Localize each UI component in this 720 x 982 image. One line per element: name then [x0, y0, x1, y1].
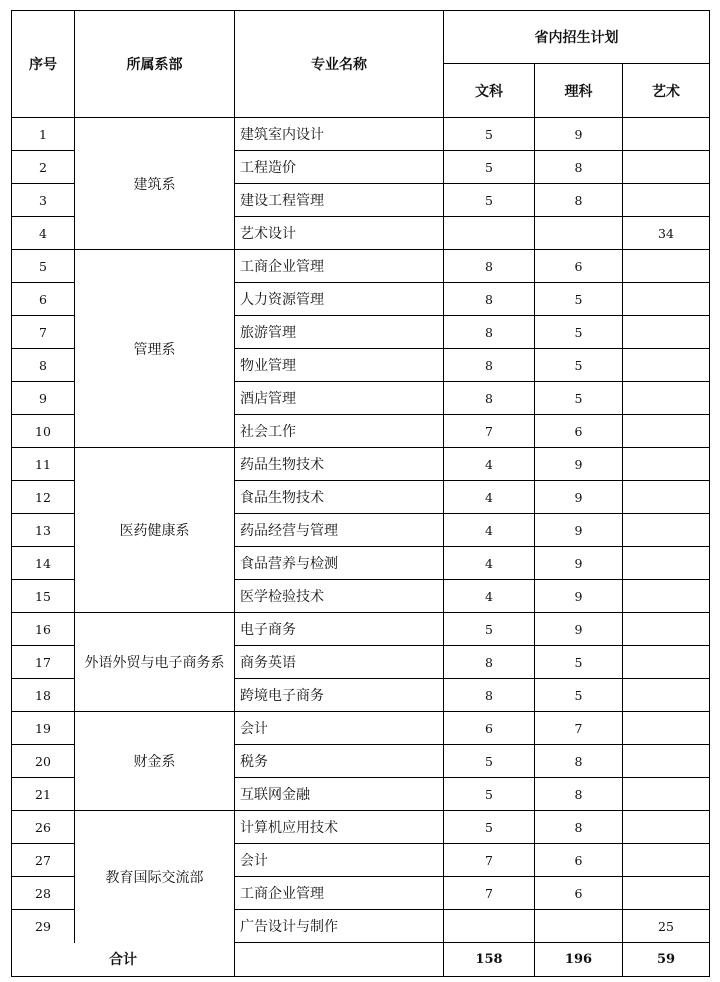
- cell-yishu: [623, 448, 710, 481]
- cell-wenke: 8: [444, 316, 535, 349]
- cell-like: 5: [535, 349, 623, 382]
- cell-major: 社会工作: [235, 415, 444, 448]
- cell-seq: 19: [12, 712, 75, 745]
- cell-yishu: [623, 844, 710, 877]
- table-row: [12, 118, 710, 151]
- cell-major: 税务: [235, 745, 444, 778]
- cell-major: 药品经营与管理: [235, 514, 444, 547]
- table-row: [12, 811, 710, 844]
- cell-like: 5: [535, 679, 623, 712]
- cell-wenke: 4: [444, 481, 535, 514]
- enrollment-plan-table: [11, 10, 710, 977]
- cell-like: 9: [535, 613, 623, 646]
- cell-wenke: 5: [444, 745, 535, 778]
- cell-yishu: [623, 481, 710, 514]
- cell-wenke: 6: [444, 712, 535, 745]
- cell-major: 物业管理: [235, 349, 444, 382]
- cell-major: 工程造价: [235, 151, 444, 184]
- cell-yishu: [623, 316, 710, 349]
- cell-major: 食品生物技术: [235, 481, 444, 514]
- cell-dept: 外语外贸与电子商务系: [75, 613, 235, 712]
- cell-major: 会计: [235, 844, 444, 877]
- cell-yishu: [623, 778, 710, 811]
- cell-wenke: 8: [444, 382, 535, 415]
- cell-wenke: 5: [444, 613, 535, 646]
- cell-like: 9: [535, 580, 623, 613]
- total-row: [12, 943, 710, 977]
- cell-like: 9: [535, 547, 623, 580]
- cell-major: 电子商务: [235, 613, 444, 646]
- cell-major: 建筑室内设计: [235, 118, 444, 151]
- cell-wenke: 5: [444, 151, 535, 184]
- cell-seq: 27: [12, 844, 75, 877]
- cell-wenke: 8: [444, 679, 535, 712]
- cell-major: 工商企业管理: [235, 877, 444, 910]
- total-wenke: 158: [444, 943, 535, 977]
- table-row: [12, 250, 710, 283]
- cell-seq: 12: [12, 481, 75, 514]
- cell-like: 8: [535, 184, 623, 217]
- cell-yishu: [623, 250, 710, 283]
- header-major: 专业名称: [235, 11, 444, 118]
- cell-seq: 16: [12, 613, 75, 646]
- cell-like: 6: [535, 415, 623, 448]
- cell-major: 人力资源管理: [235, 283, 444, 316]
- cell-seq: 29: [12, 910, 75, 943]
- cell-seq: 11: [12, 448, 75, 481]
- cell-wenke: 7: [444, 877, 535, 910]
- cell-yishu: [623, 118, 710, 151]
- cell-like: [535, 910, 623, 943]
- cell-dept: 管理系: [75, 250, 235, 448]
- cell-major: 跨境电子商务: [235, 679, 444, 712]
- table-row: [12, 712, 710, 745]
- cell-yishu: 34: [623, 217, 710, 250]
- cell-seq: 20: [12, 745, 75, 778]
- cell-yishu: 25: [623, 910, 710, 943]
- cell-yishu: [623, 712, 710, 745]
- total-label: 合计: [12, 943, 235, 977]
- cell-like: 6: [535, 844, 623, 877]
- cell-wenke: 4: [444, 547, 535, 580]
- cell-dept: 医药健康系: [75, 448, 235, 613]
- cell-like: 9: [535, 448, 623, 481]
- table-row: [12, 613, 710, 646]
- cell-seq: 4: [12, 217, 75, 250]
- cell-like: 5: [535, 382, 623, 415]
- cell-yishu: [623, 349, 710, 382]
- cell-wenke: 8: [444, 283, 535, 316]
- cell-like: 8: [535, 811, 623, 844]
- cell-seq: 8: [12, 349, 75, 382]
- cell-major: 会计: [235, 712, 444, 745]
- cell-wenke: [444, 910, 535, 943]
- cell-seq: 1: [12, 118, 75, 151]
- cell-seq: 15: [12, 580, 75, 613]
- cell-like: 9: [535, 118, 623, 151]
- cell-seq: 5: [12, 250, 75, 283]
- cell-wenke: 7: [444, 415, 535, 448]
- cell-major: 药品生物技术: [235, 448, 444, 481]
- cell-seq: 13: [12, 514, 75, 547]
- cell-seq: 18: [12, 679, 75, 712]
- cell-dept: 教育国际交流部: [75, 811, 235, 943]
- cell-wenke: 8: [444, 250, 535, 283]
- cell-wenke: 4: [444, 580, 535, 613]
- cell-like: 8: [535, 778, 623, 811]
- cell-seq: 14: [12, 547, 75, 580]
- cell-seq: 26: [12, 811, 75, 844]
- header-plan: 省内招生计划: [444, 11, 710, 64]
- cell-yishu: [623, 580, 710, 613]
- cell-major: 广告设计与制作: [235, 910, 444, 943]
- cell-yishu: [623, 514, 710, 547]
- cell-yishu: [623, 613, 710, 646]
- cell-seq: 28: [12, 877, 75, 910]
- cell-like: 5: [535, 316, 623, 349]
- cell-like: 7: [535, 712, 623, 745]
- total-yishu: 59: [623, 943, 710, 977]
- cell-wenke: 4: [444, 514, 535, 547]
- cell-yishu: [623, 745, 710, 778]
- cell-like: 5: [535, 283, 623, 316]
- cell-dept: 建筑系: [75, 118, 235, 250]
- cell-major: 旅游管理: [235, 316, 444, 349]
- cell-major: 计算机应用技术: [235, 811, 444, 844]
- cell-like: 9: [535, 481, 623, 514]
- cell-yishu: [623, 184, 710, 217]
- cell-wenke: 7: [444, 844, 535, 877]
- header-wenke: 文科: [444, 64, 535, 118]
- cell-major: 互联网金融: [235, 778, 444, 811]
- total-major-blank: [235, 943, 444, 977]
- cell-yishu: [623, 151, 710, 184]
- cell-yishu: [623, 646, 710, 679]
- cell-seq: 6: [12, 283, 75, 316]
- cell-wenke: 5: [444, 811, 535, 844]
- cell-yishu: [623, 679, 710, 712]
- header-yishu: 艺术: [623, 64, 710, 118]
- cell-dept: 财金系: [75, 712, 235, 811]
- header-seq: 序号: [12, 11, 75, 118]
- cell-yishu: [623, 415, 710, 448]
- cell-major: 商务英语: [235, 646, 444, 679]
- cell-major: 食品营养与检测: [235, 547, 444, 580]
- cell-wenke: [444, 217, 535, 250]
- header-like: 理科: [535, 64, 623, 118]
- cell-seq: 21: [12, 778, 75, 811]
- cell-seq: 2: [12, 151, 75, 184]
- cell-yishu: [623, 283, 710, 316]
- cell-major: 艺术设计: [235, 217, 444, 250]
- cell-wenke: 5: [444, 778, 535, 811]
- cell-yishu: [623, 811, 710, 844]
- cell-like: 9: [535, 514, 623, 547]
- cell-like: 8: [535, 745, 623, 778]
- cell-seq: 9: [12, 382, 75, 415]
- cell-wenke: 5: [444, 184, 535, 217]
- total-like: 196: [535, 943, 623, 977]
- cell-major: 工商企业管理: [235, 250, 444, 283]
- cell-major: 酒店管理: [235, 382, 444, 415]
- table-body: [12, 118, 710, 977]
- table-row: [12, 448, 710, 481]
- cell-like: 6: [535, 877, 623, 910]
- cell-seq: 7: [12, 316, 75, 349]
- cell-seq: 3: [12, 184, 75, 217]
- cell-seq: 10: [12, 415, 75, 448]
- cell-yishu: [623, 877, 710, 910]
- cell-yishu: [623, 547, 710, 580]
- cell-like: 5: [535, 646, 623, 679]
- cell-like: [535, 217, 623, 250]
- cell-wenke: 4: [444, 448, 535, 481]
- cell-major: 建设工程管理: [235, 184, 444, 217]
- cell-wenke: 8: [444, 349, 535, 382]
- cell-wenke: 5: [444, 118, 535, 151]
- cell-yishu: [623, 382, 710, 415]
- cell-like: 6: [535, 250, 623, 283]
- table-header: [12, 11, 710, 118]
- cell-wenke: 8: [444, 646, 535, 679]
- cell-seq: 17: [12, 646, 75, 679]
- cell-major: 医学检验技术: [235, 580, 444, 613]
- header-dept: 所属系部: [75, 11, 235, 118]
- cell-like: 8: [535, 151, 623, 184]
